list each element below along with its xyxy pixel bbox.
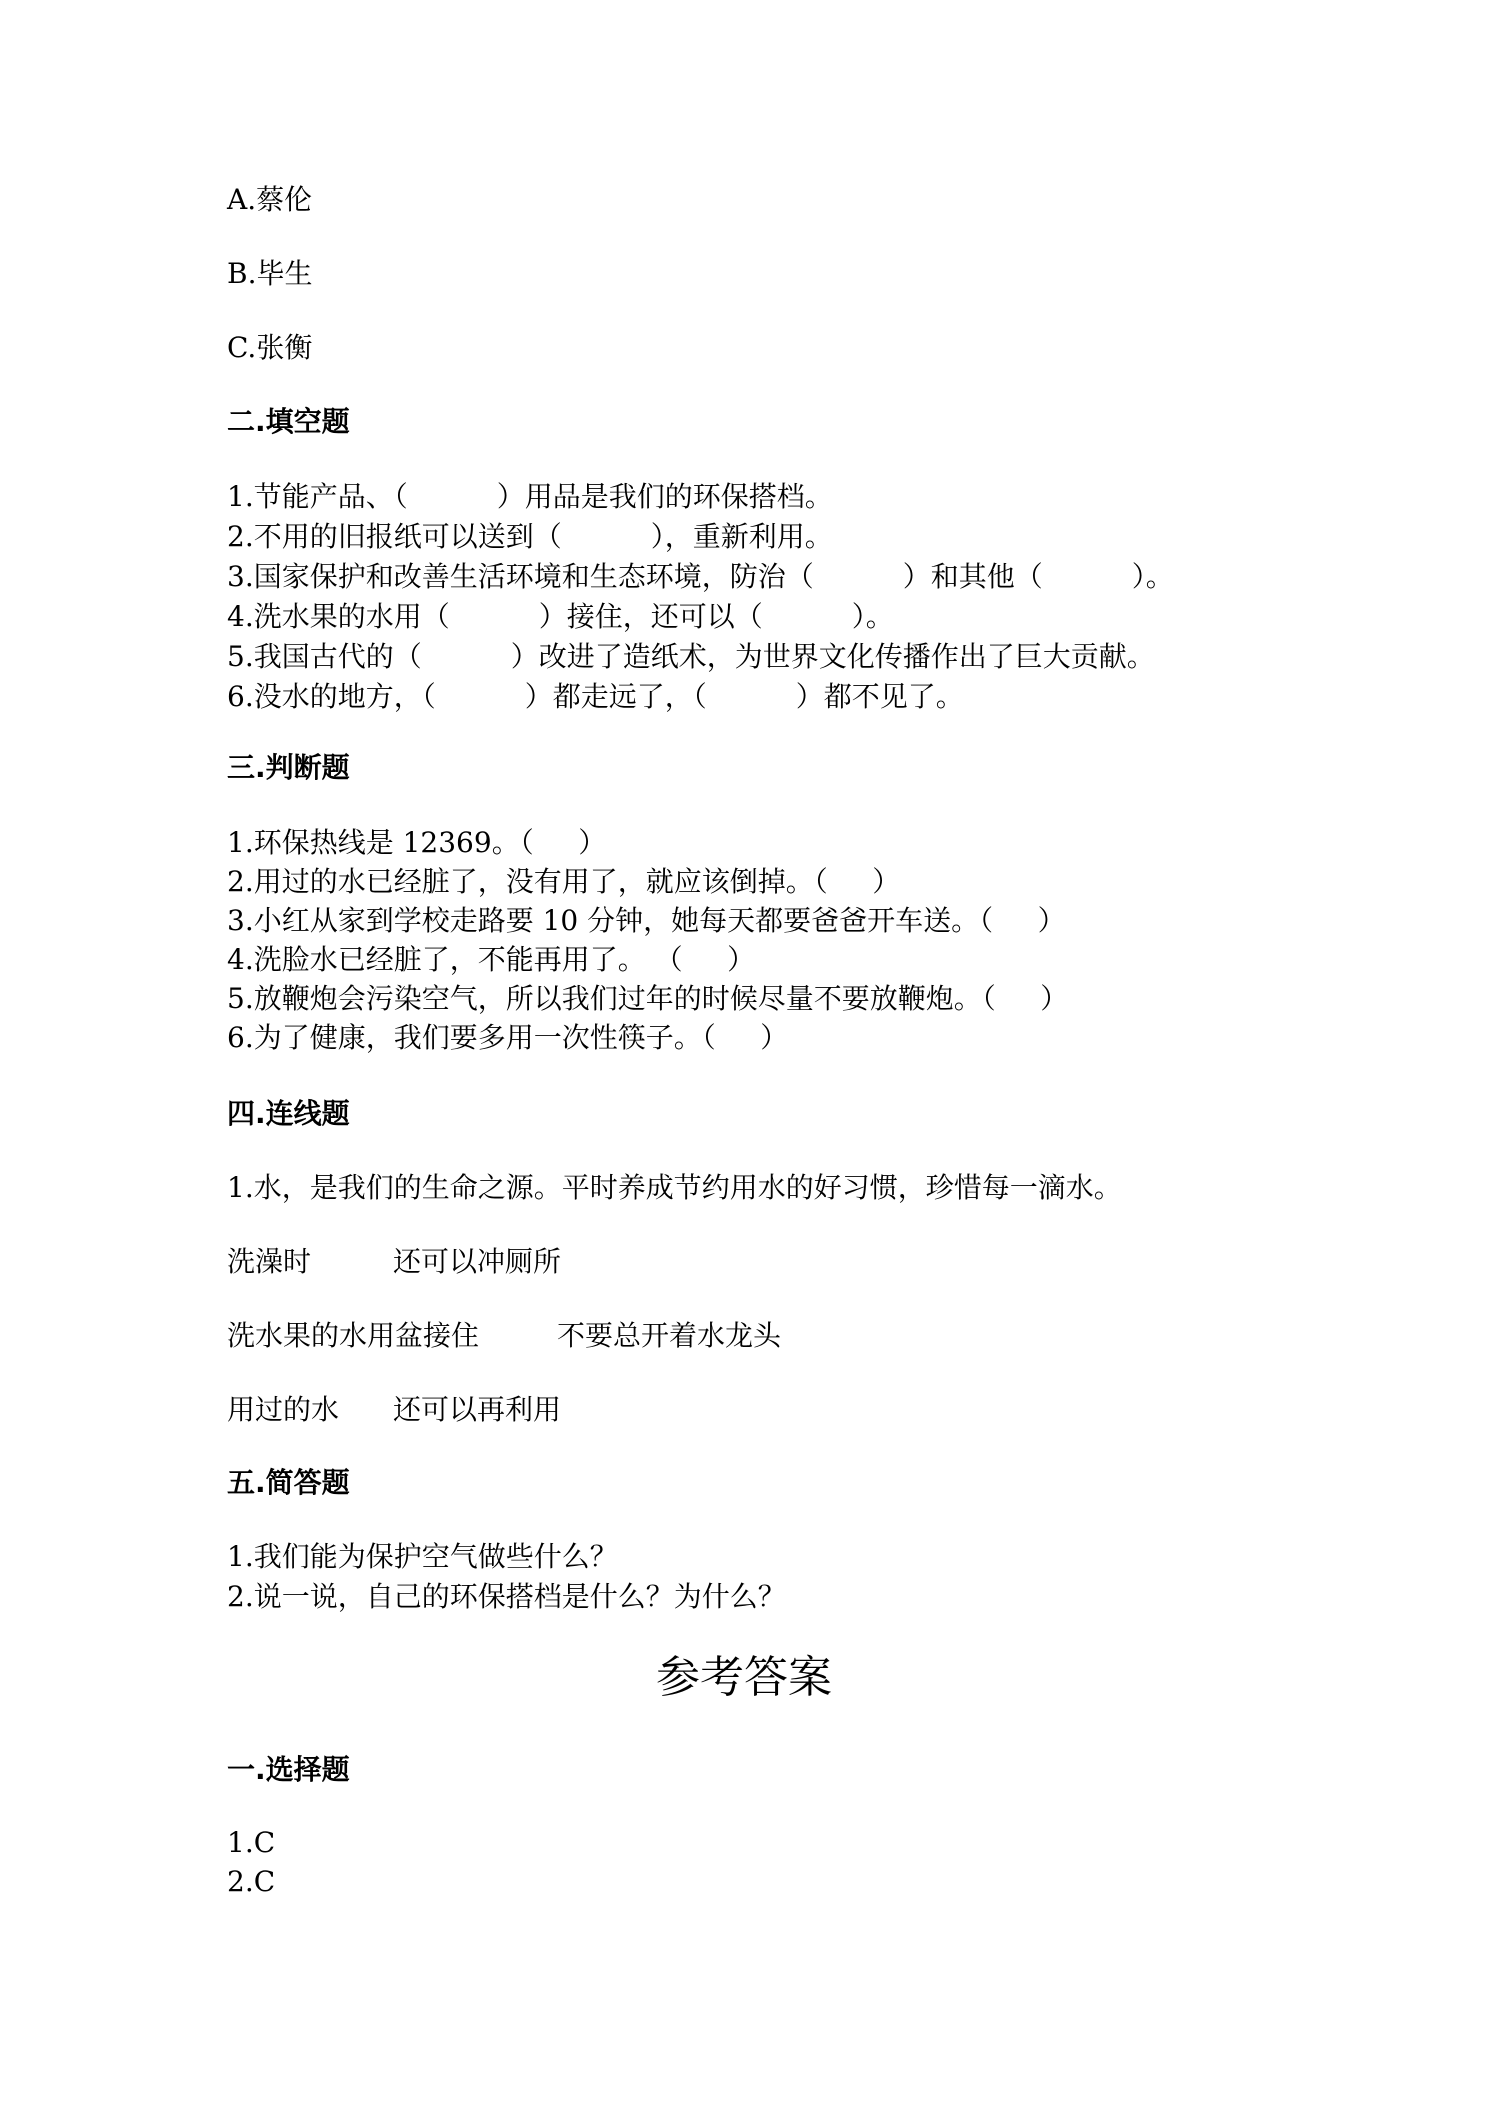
match-left-1: 洗澡时 — [227, 1245, 312, 1278]
fill-item-5: 5.我国古代的（ ）改进了造纸术，为世界文化传播作出了巨大贡献。 — [227, 640, 1155, 673]
answers-choice-heading: 一.选择题 — [227, 1753, 350, 1786]
choice-option-c: C.张衡 — [227, 331, 313, 364]
fill-item-6: 6.没水的地方，（ ）都走远了，（ ）都不见了。 — [227, 680, 964, 713]
match-right-3: 还可以再利用 — [393, 1393, 562, 1426]
choice-option-b: B.毕生 — [227, 257, 313, 290]
match-intro: 1.水，是我们的生命之源。平时养成节约用水的好习惯，珍惜每一滴水。 — [227, 1171, 1122, 1204]
judge-section-heading: 三.判断题 — [227, 751, 350, 784]
match-section-heading: 四.连线题 — [227, 1097, 350, 1130]
judge-item-3: 3.小红从家到学校走路要 10 分钟，她每天都要爸爸开车送。（ ） — [227, 904, 1066, 937]
short-item-2: 2.说一说，自己的环保搭档是什么？为什么？ — [227, 1580, 786, 1613]
match-right-2: 不要总开着水龙头 — [557, 1319, 782, 1352]
match-left-3: 用过的水 — [227, 1393, 340, 1426]
fill-item-4: 4.洗水果的水用（ ）接住，还可以（ ）。 — [227, 600, 894, 633]
choice-option-a: A.蔡伦 — [227, 183, 313, 216]
short-item-1: 1.我们能为保护空气做些什么？ — [227, 1540, 618, 1573]
short-section-heading: 五.简答题 — [227, 1466, 350, 1499]
fill-section-heading: 二.填空题 — [227, 405, 350, 438]
judge-item-6: 6.为了健康，我们要多用一次性筷子。（ ） — [227, 1021, 789, 1054]
judge-item-4: 4.洗脸水已经脏了，不能再用了。 （ ） — [227, 943, 756, 976]
answer-item-1: 1.C — [227, 1826, 276, 1859]
judge-item-5: 5.放鞭炮会污染空气，所以我们过年的时候尽量不要放鞭炮。（ ） — [227, 982, 1069, 1015]
answer-item-2: 2.C — [227, 1865, 276, 1898]
match-right-1: 还可以冲厕所 — [393, 1245, 562, 1278]
fill-item-3: 3.国家保护和改善生活环境和生态环境，防治（ ）和其他（ ）。 — [227, 560, 1174, 593]
fill-item-2: 2.不用的旧报纸可以送到（ ），重新利用。 — [227, 520, 833, 553]
judge-item-2: 2.用过的水已经脏了，没有用了，就应该倒掉。（ ） — [227, 865, 901, 898]
judge-item-1: 1.环保热线是 12369。（ ） — [227, 826, 607, 859]
match-left-2: 洗水果的水用盆接住 — [227, 1319, 480, 1352]
answers-title: 参考答案 — [656, 1652, 832, 1703]
fill-item-1: 1.节能产品、（ ）用品是我们的环保搭档。 — [227, 480, 833, 513]
